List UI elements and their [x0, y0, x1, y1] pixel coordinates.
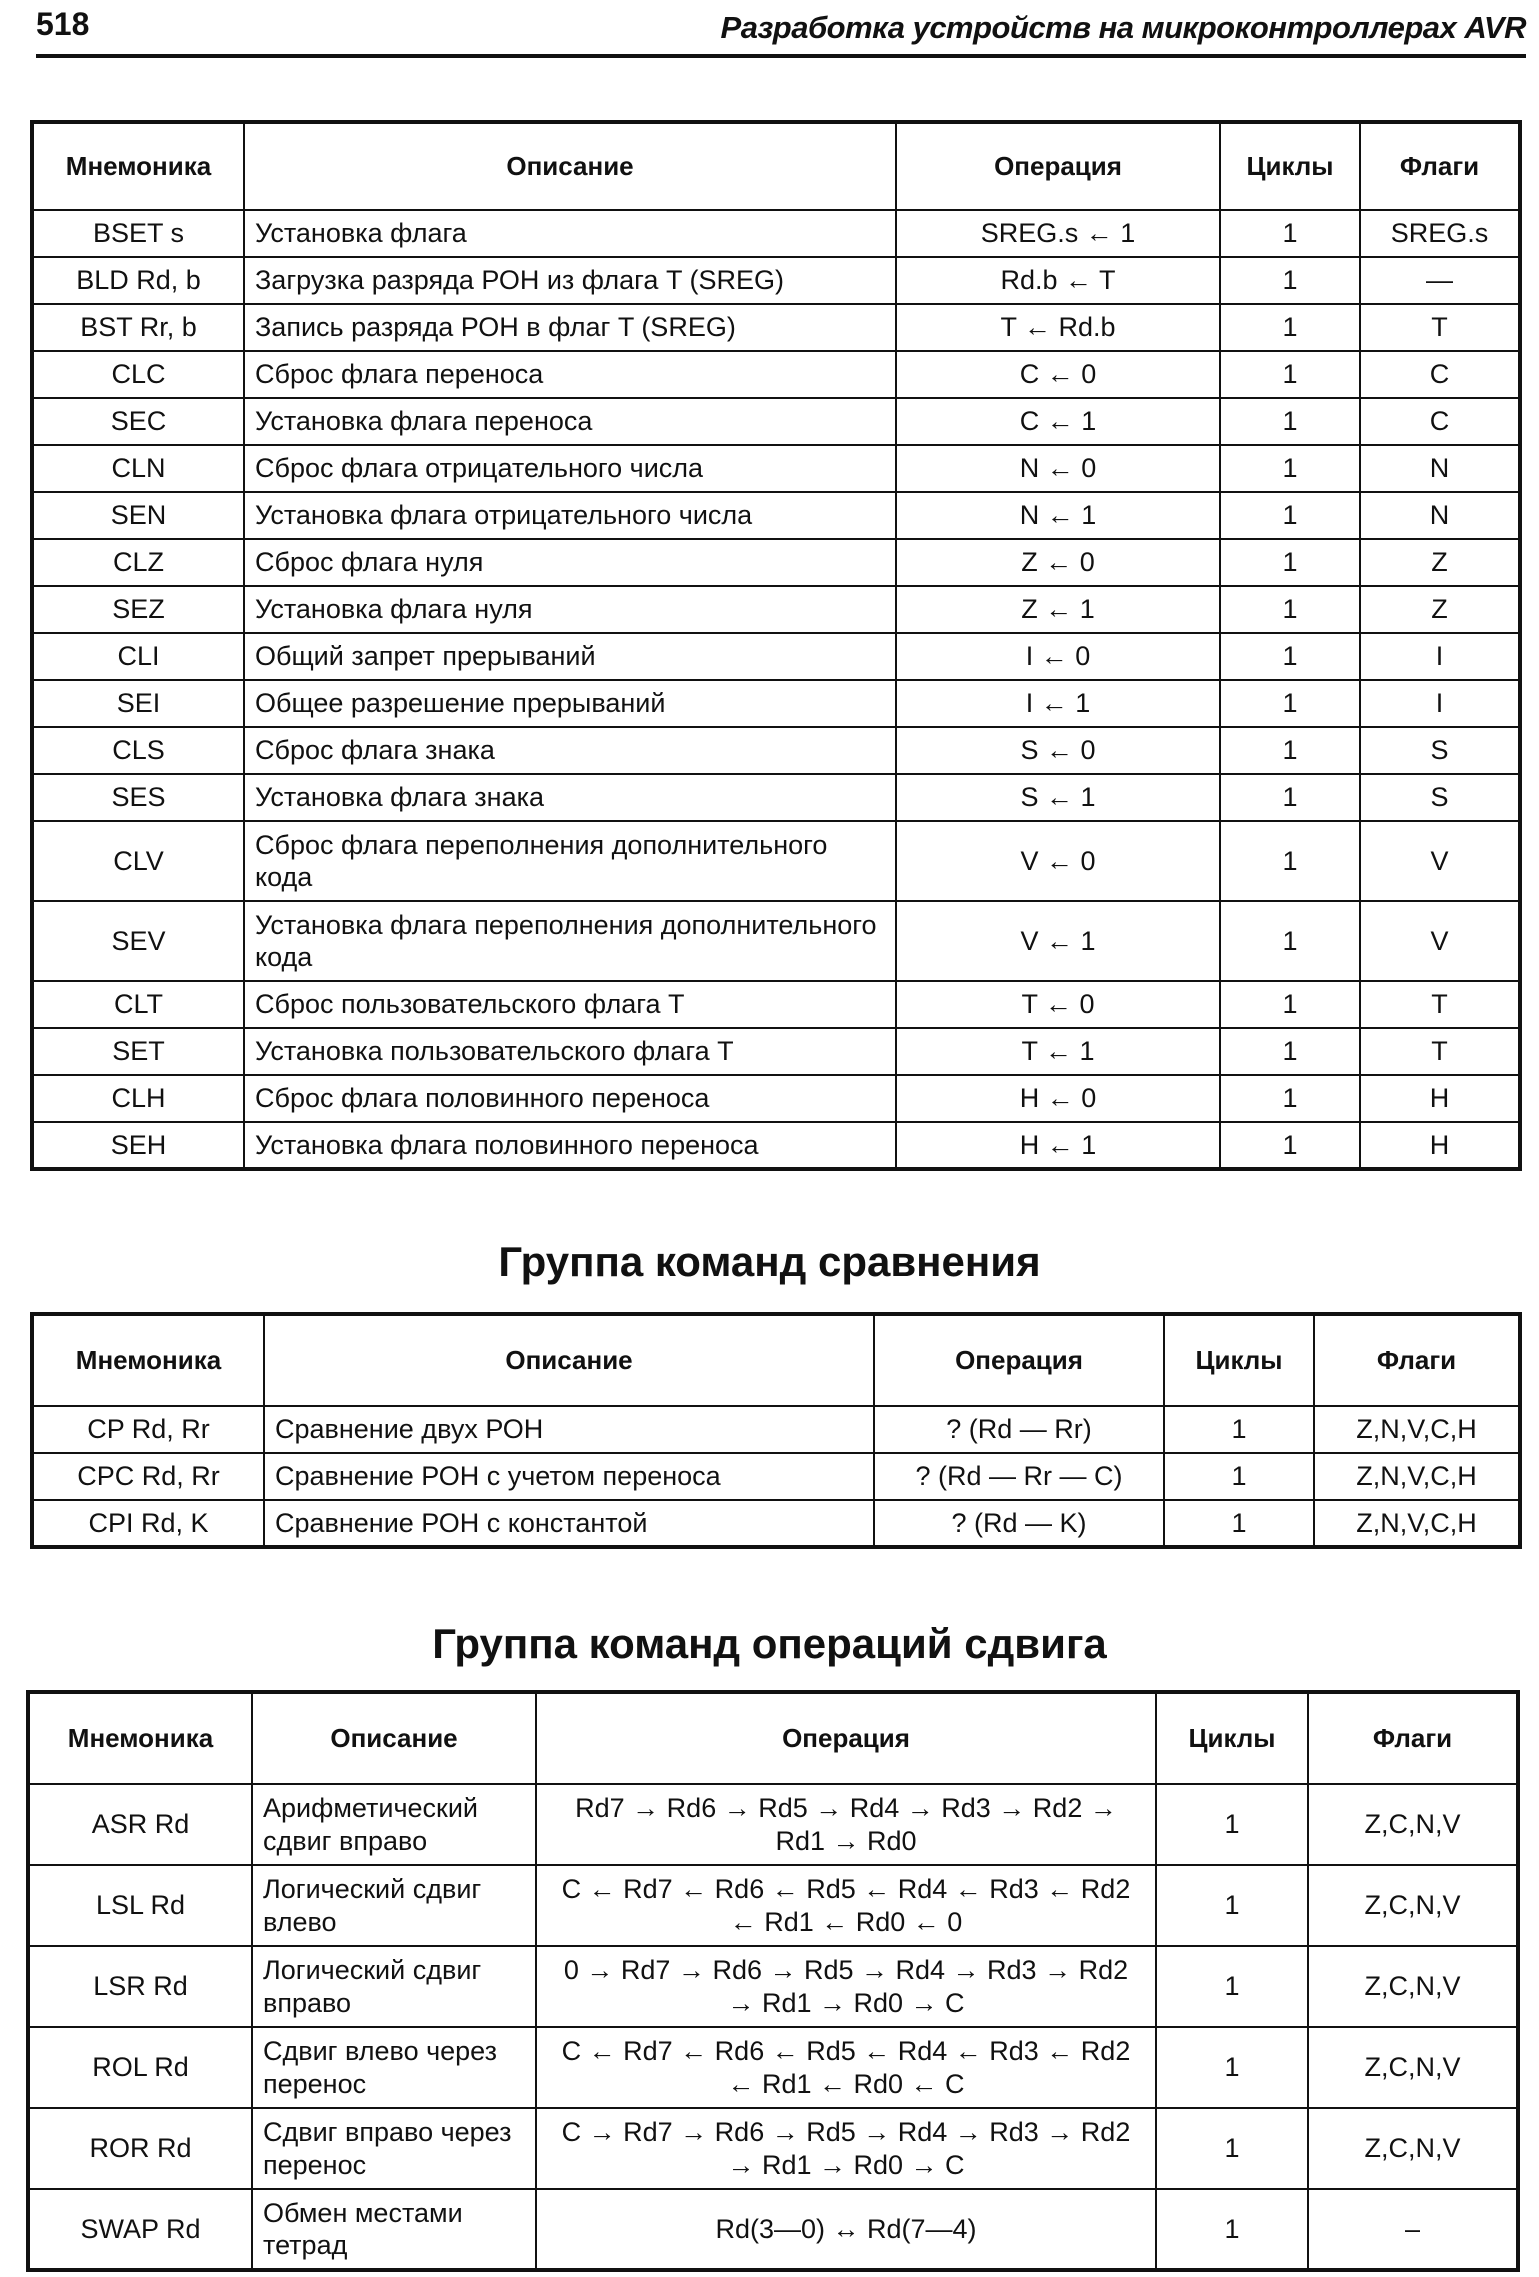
mnemonic-cell: CLC — [32, 351, 244, 398]
description-cell: Сброс флага нуля — [244, 539, 896, 586]
description-cell: Установка флага переноса — [244, 398, 896, 445]
cycles-cell: 1 — [1220, 210, 1360, 257]
mnemonic-cell: ROL Rd — [28, 2027, 252, 2108]
flags-cell: S — [1360, 774, 1520, 821]
mnemonic-cell: BLD Rd, b — [32, 257, 244, 304]
operation-cell: H ← 1 — [896, 1122, 1220, 1169]
mnemonic-cell: CPI Rd, K — [32, 1500, 264, 1547]
operation-cell: T ← Rd.b — [896, 304, 1220, 351]
description-cell: Общее разрешение прерываний — [244, 680, 896, 727]
table-row — [32, 398, 1520, 445]
table-row — [32, 1453, 1520, 1500]
description-cell: Установка флага переполнения дополнительного кода — [244, 901, 896, 981]
description-cell: Сравнение РОН с учетом переноса — [264, 1453, 874, 1500]
operation-cell: 0 → Rd7 → Rd6 → Rd5 → Rd4 → Rd3 → Rd2 → Rd1 → Rd0 → C — [536, 1946, 1156, 2027]
shift-instructions-table — [26, 1690, 1520, 2272]
mnemonic-cell: SEV — [32, 901, 244, 981]
table-row — [32, 1406, 1520, 1453]
mnemonic-cell: CLI — [32, 633, 244, 680]
operation-cell: Rd7 → Rd6 → Rd5 → Rd4 → Rd3 → Rd2 → Rd1 → Rd0 — [536, 1784, 1156, 1865]
comparison-instructions-table — [30, 1312, 1522, 1549]
description-cell: Логический сдвиг влево — [252, 1865, 536, 1946]
description-cell: Установка флага знака — [244, 774, 896, 821]
column-header-mnemonic: Мнемоника — [32, 122, 244, 210]
table-row — [32, 586, 1520, 633]
table-header-row — [32, 1314, 1520, 1406]
mnemonic-cell: CLN — [32, 445, 244, 492]
table-row — [28, 1946, 1518, 2027]
operation-cell: T ← 0 — [896, 981, 1220, 1028]
description-cell: Общий запрет прерываний — [244, 633, 896, 680]
flags-cell: N — [1360, 445, 1520, 492]
mnemonic-cell: SWAP Rd — [28, 2189, 252, 2270]
flags-cell: T — [1360, 304, 1520, 351]
description-cell: Сброс флага половинного переноса — [244, 1075, 896, 1122]
table-row — [32, 351, 1520, 398]
description-cell: Установка флага половинного переноса — [244, 1122, 896, 1169]
cycles-cell: 1 — [1220, 901, 1360, 981]
cycles-cell: 1 — [1220, 981, 1360, 1028]
mnemonic-cell: CLZ — [32, 539, 244, 586]
cycles-cell: 1 — [1220, 1122, 1360, 1169]
cycles-cell: 1 — [1220, 1028, 1360, 1075]
mnemonic-cell: CLH — [32, 1075, 244, 1122]
mnemonic-cell: SEI — [32, 680, 244, 727]
flags-cell: Z,N,V,C,H — [1314, 1406, 1520, 1453]
operation-cell: N ← 1 — [896, 492, 1220, 539]
page-number: 518 — [36, 6, 90, 42]
cycles-cell: 1 — [1220, 257, 1360, 304]
flags-cell: C — [1360, 351, 1520, 398]
operation-cell: S ← 1 — [896, 774, 1220, 821]
mnemonic-cell: BST Rr, b — [32, 304, 244, 351]
flags-cell: S — [1360, 727, 1520, 774]
operation-cell: C ← Rd7 ← Rd6 ← Rd5 ← Rd4 ← Rd3 ← Rd2 ← Rd1 ← Rd0 ← C — [536, 2027, 1156, 2108]
operation-cell: S ← 0 — [896, 727, 1220, 774]
flags-cell: Z,N,V,C,H — [1314, 1500, 1520, 1547]
description-cell: Установка флага нуля — [244, 586, 896, 633]
table-row — [32, 633, 1520, 680]
cycles-cell: 1 — [1220, 586, 1360, 633]
mnemonic-cell: SEZ — [32, 586, 244, 633]
operation-cell: C ← Rd7 ← Rd6 ← Rd5 ← Rd4 ← Rd3 ← Rd2 ← Rd1 ← Rd0 ← 0 — [536, 1865, 1156, 1946]
description-cell: Сброс флага знака — [244, 727, 896, 774]
table-row — [32, 304, 1520, 351]
cycles-cell: 1 — [1220, 1075, 1360, 1122]
operation-cell: ? (Rd — Rr — C) — [874, 1453, 1164, 1500]
cycles-cell: 1 — [1220, 398, 1360, 445]
running-title: Разработка устройств на микроконтроллерах AVR — [720, 10, 1526, 45]
mnemonic-cell: LSR Rd — [28, 1946, 252, 2027]
table-row — [32, 727, 1520, 774]
flags-cell: V — [1360, 821, 1520, 901]
cycles-cell: 1 — [1156, 1946, 1308, 2027]
mnemonic-cell: CP Rd, Rr — [32, 1406, 264, 1453]
table-row — [32, 821, 1520, 901]
description-cell: Сброс флага переполнения дополнительного кода — [244, 821, 896, 901]
flags-cell: Z,C,N,V — [1308, 2108, 1518, 2189]
column-header-mnemonic: Мнемоника — [28, 1692, 252, 1784]
flags-cell: I — [1360, 680, 1520, 727]
operation-cell: V ← 0 — [896, 821, 1220, 901]
cycles-cell: 1 — [1220, 821, 1360, 901]
cycles-cell: 1 — [1220, 492, 1360, 539]
operation-cell: I ← 0 — [896, 633, 1220, 680]
description-cell: Установка флага отрицательного числа — [244, 492, 896, 539]
table-row — [32, 445, 1520, 492]
cycles-cell: 1 — [1164, 1406, 1314, 1453]
table-row — [32, 680, 1520, 727]
operation-cell: C ← 1 — [896, 398, 1220, 445]
description-cell: Загрузка разряда РОН из флага T (SREG) — [244, 257, 896, 304]
section-title-comparison: Группа команд сравнения — [498, 1238, 1041, 1285]
description-cell: Сброс флага отрицательного числа — [244, 445, 896, 492]
operation-cell: C ← 0 — [896, 351, 1220, 398]
operation-cell: T ← 1 — [896, 1028, 1220, 1075]
cycles-cell: 1 — [1220, 445, 1360, 492]
table-row — [32, 210, 1520, 257]
cycles-cell: 1 — [1220, 351, 1360, 398]
description-cell: Запись разряда РОН в флаг T (SREG) — [244, 304, 896, 351]
column-header-cycles: Циклы — [1156, 1692, 1308, 1784]
operation-cell: Z ← 1 — [896, 586, 1220, 633]
mnemonic-cell: CLT — [32, 981, 244, 1028]
mnemonic-cell: SES — [32, 774, 244, 821]
description-cell: Сброс флага переноса — [244, 351, 896, 398]
flags-cell: V — [1360, 901, 1520, 981]
flags-cell: H — [1360, 1122, 1520, 1169]
column-header-cycles: Циклы — [1220, 122, 1360, 210]
operation-cell: I ← 1 — [896, 680, 1220, 727]
operation-cell: Rd.b ← T — [896, 257, 1220, 304]
section-title-shift: Группа команд операций сдвига — [432, 1620, 1107, 1667]
table-row — [32, 1122, 1520, 1169]
mnemonic-cell: LSL Rd — [28, 1865, 252, 1946]
table-row — [32, 1500, 1520, 1547]
mnemonic-cell: SEH — [32, 1122, 244, 1169]
cycles-cell: 1 — [1156, 2108, 1308, 2189]
flags-cell: Z,C,N,V — [1308, 2027, 1518, 2108]
table-row — [32, 539, 1520, 586]
flags-cell: — — [1360, 257, 1520, 304]
description-cell: Сравнение РОН с константой — [264, 1500, 874, 1547]
mnemonic-cell: CLV — [32, 821, 244, 901]
cycles-cell: 1 — [1156, 2189, 1308, 2270]
cycles-cell: 1 — [1164, 1500, 1314, 1547]
mnemonic-cell: SEC — [32, 398, 244, 445]
flags-cell: Z — [1360, 586, 1520, 633]
cycles-cell: 1 — [1220, 633, 1360, 680]
flags-cell: Z — [1360, 539, 1520, 586]
operation-cell: V ← 1 — [896, 901, 1220, 981]
description-cell: Сравнение двух РОН — [264, 1406, 874, 1453]
table-row — [28, 2027, 1518, 2108]
column-header-cycles: Циклы — [1164, 1314, 1314, 1406]
flags-cell: Z,C,N,V — [1308, 1784, 1518, 1865]
flags-cell: T — [1360, 1028, 1520, 1075]
column-header-description: Описание — [252, 1692, 536, 1784]
operation-cell: Z ← 0 — [896, 539, 1220, 586]
cycles-cell: 1 — [1156, 1784, 1308, 1865]
column-header-description: Описание — [244, 122, 896, 210]
flags-cell: T — [1360, 981, 1520, 1028]
description-cell: Обмен местами тетрад — [252, 2189, 536, 2270]
column-header-flags: Флаги — [1308, 1692, 1518, 1784]
flags-cell: Z,C,N,V — [1308, 1946, 1518, 2027]
mnemonic-cell: SEN — [32, 492, 244, 539]
cycles-cell: 1 — [1164, 1453, 1314, 1500]
table-row — [32, 1028, 1520, 1075]
description-cell: Сдвиг вправо через перенос — [252, 2108, 536, 2189]
mnemonic-cell: ASR Rd — [28, 1784, 252, 1865]
column-header-description: Описание — [264, 1314, 874, 1406]
table-row — [28, 2108, 1518, 2189]
column-header-operation: Операция — [536, 1692, 1156, 1784]
mnemonic-cell: ROR Rd — [28, 2108, 252, 2189]
column-header-flags: Флаги — [1360, 122, 1520, 210]
mnemonic-cell: CPC Rd, Rr — [32, 1453, 264, 1500]
table-row — [28, 2189, 1518, 2270]
operation-cell: SREG.s ← 1 — [896, 210, 1220, 257]
page-header — [36, 4, 1526, 58]
description-cell: Арифметический сдвиг вправо — [252, 1784, 536, 1865]
description-cell: Сдвиг влево через перенос — [252, 2027, 536, 2108]
mnemonic-cell: CLS — [32, 727, 244, 774]
operation-cell: N ← 0 — [896, 445, 1220, 492]
cycles-cell: 1 — [1220, 680, 1360, 727]
description-cell: Установка пользовательского флага T — [244, 1028, 896, 1075]
flags-cell: N — [1360, 492, 1520, 539]
table-row — [32, 1075, 1520, 1122]
cycles-cell: 1 — [1156, 1865, 1308, 1946]
flag-instructions-table — [30, 120, 1522, 1171]
flags-cell: SREG.s — [1360, 210, 1520, 257]
flags-cell: I — [1360, 633, 1520, 680]
cycles-cell: 1 — [1156, 2027, 1308, 2108]
table-header-row — [28, 1692, 1518, 1784]
column-header-operation: Операция — [896, 122, 1220, 210]
operation-cell: ? (Rd — Rr) — [874, 1406, 1164, 1453]
table-row — [32, 492, 1520, 539]
column-header-operation: Операция — [874, 1314, 1164, 1406]
table-header-row — [32, 122, 1520, 210]
table-row — [28, 1784, 1518, 1865]
operation-cell: Rd(3—0) ↔ Rd(7—4) — [536, 2189, 1156, 2270]
cycles-cell: 1 — [1220, 774, 1360, 821]
table-row — [32, 257, 1520, 304]
mnemonic-cell: BSET s — [32, 210, 244, 257]
cycles-cell: 1 — [1220, 539, 1360, 586]
table-row — [32, 901, 1520, 981]
operation-cell: C → Rd7 → Rd6 → Rd5 → Rd4 → Rd3 → Rd2 → Rd1 → Rd0 → C — [536, 2108, 1156, 2189]
description-cell: Логический сдвиг вправо — [252, 1946, 536, 2027]
column-header-mnemonic: Мнемоника — [32, 1314, 264, 1406]
table-row — [32, 774, 1520, 821]
column-header-flags: Флаги — [1314, 1314, 1520, 1406]
flags-cell: Z,N,V,C,H — [1314, 1453, 1520, 1500]
description-cell: Сброс пользовательского флага T — [244, 981, 896, 1028]
flags-cell: H — [1360, 1075, 1520, 1122]
table-row — [28, 1865, 1518, 1946]
cycles-cell: 1 — [1220, 304, 1360, 351]
operation-cell: ? (Rd — K) — [874, 1500, 1164, 1547]
cycles-cell: 1 — [1220, 727, 1360, 774]
mnemonic-cell: SET — [32, 1028, 244, 1075]
description-cell: Установка флага — [244, 210, 896, 257]
table-row — [32, 981, 1520, 1028]
flags-cell: Z,C,N,V — [1308, 1865, 1518, 1946]
flags-cell: – — [1308, 2189, 1518, 2270]
flags-cell: C — [1360, 398, 1520, 445]
operation-cell: H ← 0 — [896, 1075, 1220, 1122]
